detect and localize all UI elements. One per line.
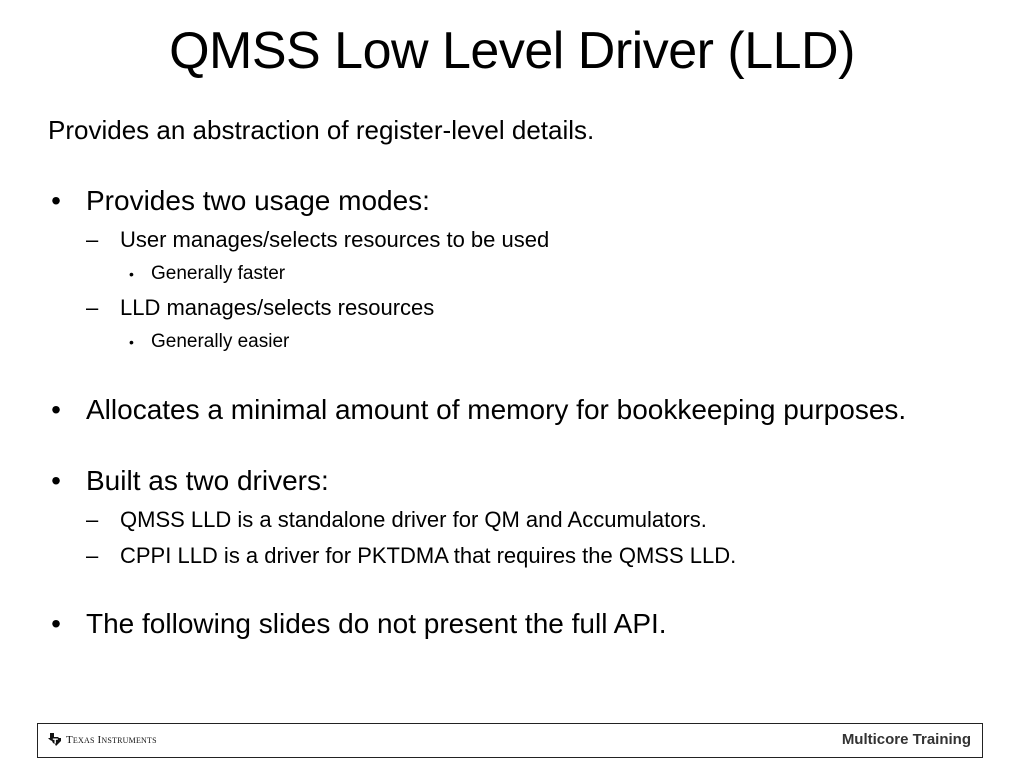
sub-bullet-text: LLD manages/selects resources [120,295,435,320]
bullet-marker: • [51,465,61,496]
bullet-marker: • [51,185,61,216]
bullet-marker: • [51,608,61,639]
bullet-allocates-memory [46,391,926,428]
sub-bullet-text: QMSS LLD is a standalone driver for QM and Accumulators. [120,507,707,532]
bullet-marker: • [129,266,134,282]
bullet-text: Provides two usage modes: [86,185,430,216]
sub-sub-bullet-easier [46,329,926,355]
bullet-text: Allocates a minimal amount of memory for bookkeeping purposes. [86,394,907,425]
bullet-not-full-api [46,605,926,642]
sub-bullet-lld-manages [46,293,926,323]
dash-marker: – [86,295,99,320]
bullet-text: Built as two drivers: [86,465,329,496]
bullet-text: The following slides do not present the full API. [86,608,667,639]
sub-sub-bullet-text: Generally easier [151,331,290,352]
bullet-marker: • [51,394,61,425]
dash-marker: – [86,543,99,568]
bullet-marker: • [129,334,134,350]
sub-bullet-text: User manages/selects resources to be used [120,227,550,252]
texas-state-icon [48,733,62,746]
dash-marker: – [86,507,99,532]
bullet-two-drivers [46,462,926,499]
dash-marker: – [86,227,99,252]
sub-bullet-text: CPPI LLD is a driver for PKTDMA that requires the QMSS LLD. [120,543,737,568]
sub-sub-bullet-faster [46,261,926,287]
bullet-list [46,182,926,642]
ti-logo-text: Texas Instruments [66,733,157,746]
sub-bullet-qmss-lld [46,505,926,535]
intro-text: Provides an abstraction of register-level details. [48,115,595,145]
sub-bullet-cppi-lld [46,541,926,571]
sub-sub-bullet-text: Generally faster [151,263,286,284]
footer-bar [37,723,983,758]
ti-logo [48,733,157,746]
footer-training-label: Multicore Training [841,731,971,748]
slide-title: QMSS Low Level Driver (LLD) [169,22,855,80]
sub-bullet-user-manages [46,225,926,255]
bullet-usage-modes [46,182,926,219]
